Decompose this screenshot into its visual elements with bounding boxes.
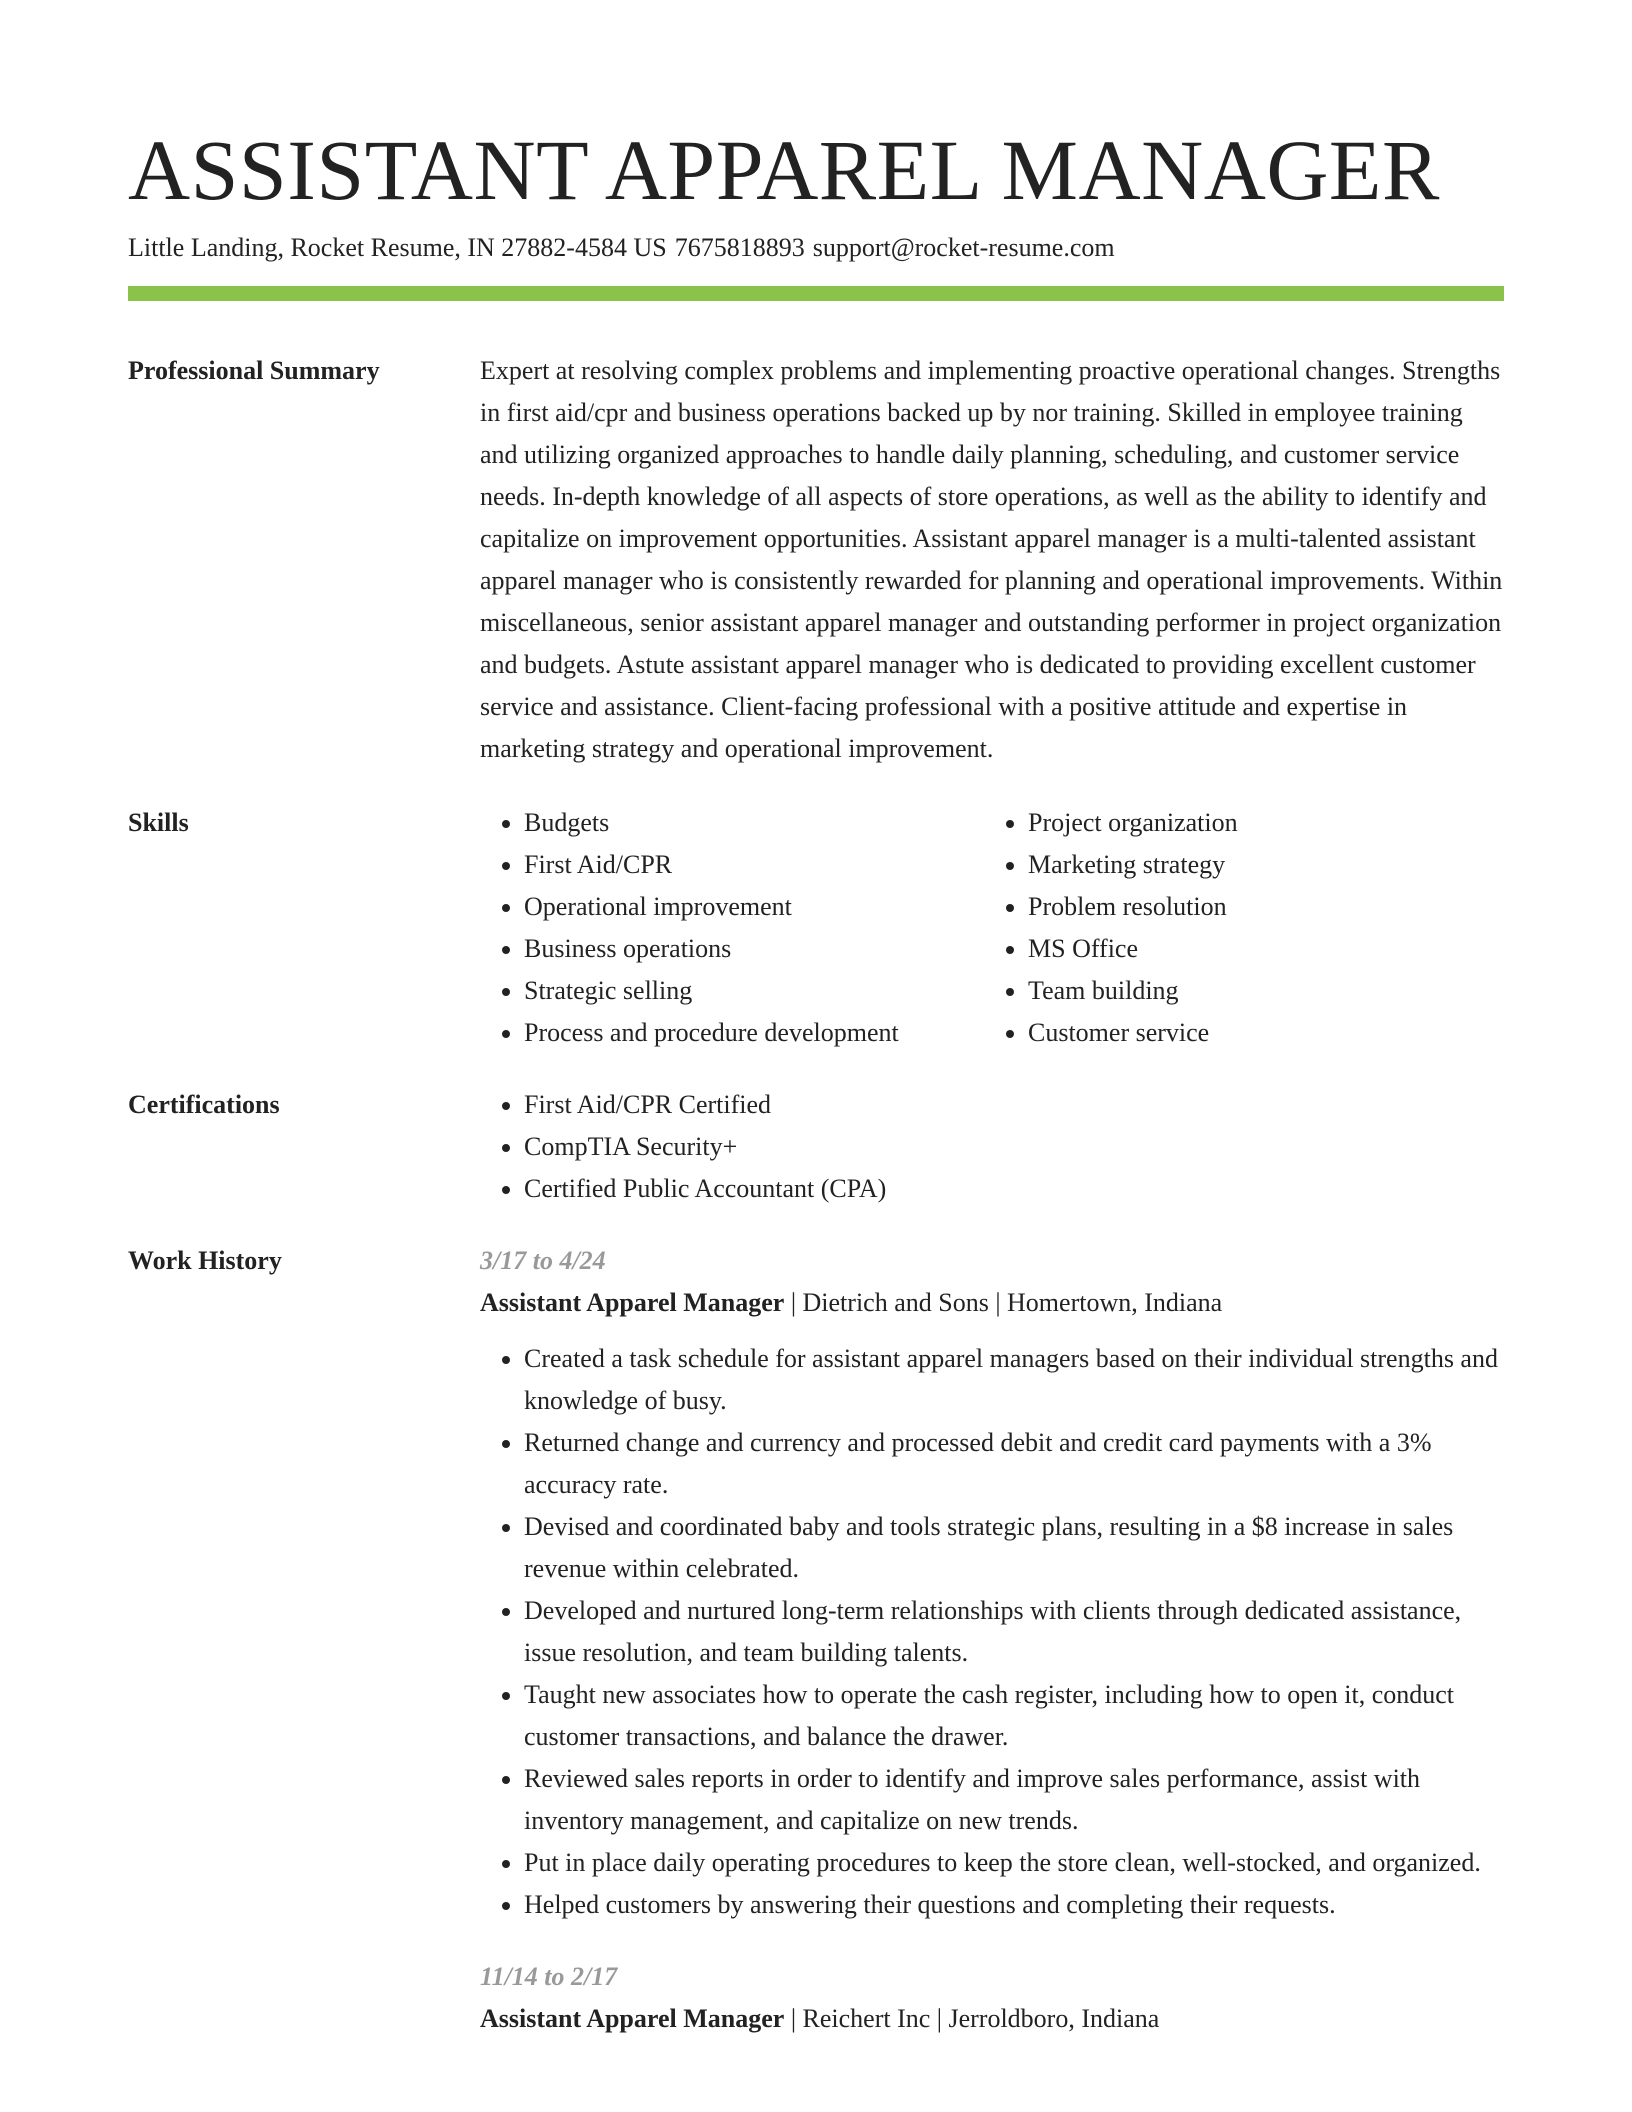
skills-section xyxy=(128,802,1504,1054)
job-details: | Dietrich and Sons | Homertown, Indiana xyxy=(784,1288,1223,1317)
job-entry xyxy=(480,1956,1504,2040)
certifications-list xyxy=(480,1084,1504,1210)
certifications-section xyxy=(128,1084,1504,1210)
job-bullet: • Created a task schedule for assistant apparel managers based on their individual strengths and knowledge of busy. xyxy=(524,1338,1504,1422)
job-heading xyxy=(480,1282,1504,1324)
job-title: Assistant Apparel Manager xyxy=(480,1288,785,1317)
job-bullets xyxy=(480,1338,1504,1926)
contact-phone: 7675818893 xyxy=(674,233,805,262)
work-history-body xyxy=(480,1240,1504,2070)
skill-item: • Business operations xyxy=(524,928,984,970)
skill-item: • Team building xyxy=(1028,970,1528,1012)
header-divider xyxy=(128,286,1504,301)
skill-item: • Problem resolution xyxy=(1028,886,1528,928)
skill-item: • Budgets xyxy=(524,802,984,844)
job-title: Assistant Apparel Manager xyxy=(480,2004,785,2033)
skill-item: • Process and procedure development xyxy=(524,1012,984,1054)
skill-item: • Operational improvement xyxy=(524,886,984,928)
skill-item: • Customer service xyxy=(1028,1012,1528,1054)
contact-address: Little Landing, Rocket Resume, IN 27882-4584 US xyxy=(128,233,667,262)
skills-list-right xyxy=(984,802,1528,1054)
skills-body xyxy=(480,802,1504,1054)
certification-item: • Certified Public Accountant (CPA) xyxy=(524,1168,1504,1210)
contact-email: support@rocket-resume.com xyxy=(812,233,1115,262)
summary-text: Expert at resolving complex problems and implementing proactive operational changes. Strengths in first aid/cpr and business operations backed up by nor training. Skilled in employee training and utilizing organized approaches to handle daily planning, scheduling, and customer service needs. In-depth knowledge of all aspects of store operations, as well as the ability to identify and capitalize on improvement opportunities. Assistant apparel manager is a multi-talented assistant apparel manager who is consistently rewarded for planning and operational improvements. Within miscellaneous, senior assistant apparel manager and outstanding performer in project organization and budgets. Astute assistant apparel manager who is dedicated to providing excellent customer service and assistance. Client-facing professional with a positive attitude and expertise in marketing strategy and operational improvement. xyxy=(480,356,1503,763)
work-history-heading: Work History xyxy=(128,1246,282,1275)
resume-title: ASSISTANT APPAREL MANAGER xyxy=(128,122,1440,218)
job-bullet: • Helped customers by answering their questions and completing their requests. xyxy=(524,1884,1504,1926)
skills-heading: Skills xyxy=(128,808,189,837)
certifications-body xyxy=(480,1084,1504,1210)
resume-sections xyxy=(128,350,1504,2102)
certification-item: • First Aid/CPR Certified xyxy=(524,1084,1504,1126)
certifications-heading: Certifications xyxy=(128,1090,280,1119)
job-dates: 3/17 to 4/24 xyxy=(480,1246,606,1275)
skill-item: • MS Office xyxy=(1028,928,1528,970)
job-bullet: • Returned change and currency and processed debit and credit card payments with a 3% accuracy rate. xyxy=(524,1422,1504,1506)
job-dates: 11/14 to 2/17 xyxy=(480,1962,618,1991)
job-bullet: • Developed and nurtured long-term relationships with clients through dedicated assistance, issue resolution, and team building talents. xyxy=(524,1590,1504,1674)
job-bullet: • Put in place daily operating procedures to keep the store clean, well-stocked, and organized. xyxy=(524,1842,1504,1884)
skill-item: • Marketing strategy xyxy=(1028,844,1528,886)
skills-list-left xyxy=(480,802,984,1054)
job-bullet: • Taught new associates how to operate the cash register, including how to open it, conduct customer transactions, and balance the drawer. xyxy=(524,1674,1504,1758)
contact-line xyxy=(128,230,1123,266)
skill-item: • Strategic selling xyxy=(524,970,984,1012)
summary-heading: Professional Summary xyxy=(128,356,380,385)
work-history-section xyxy=(128,1240,1504,2070)
summary-body xyxy=(480,350,1504,770)
job-heading xyxy=(480,1998,1504,2040)
job-details: | Reichert Inc | Jerroldboro, Indiana xyxy=(784,2004,1160,2033)
certification-item: • CompTIA Security+ xyxy=(524,1126,1504,1168)
skill-item: • First Aid/CPR xyxy=(524,844,984,886)
job-entry xyxy=(480,1240,1504,1926)
job-bullet: • Devised and coordinated baby and tools strategic plans, resulting in a $8 increase in sales revenue within celebrated. xyxy=(524,1506,1504,1590)
summary-section xyxy=(128,350,1504,770)
job-bullet: • Reviewed sales reports in order to identify and improve sales performance, assist with inventory management, and capitalize on new trends. xyxy=(524,1758,1504,1842)
skill-item: • Project organization xyxy=(1028,802,1528,844)
